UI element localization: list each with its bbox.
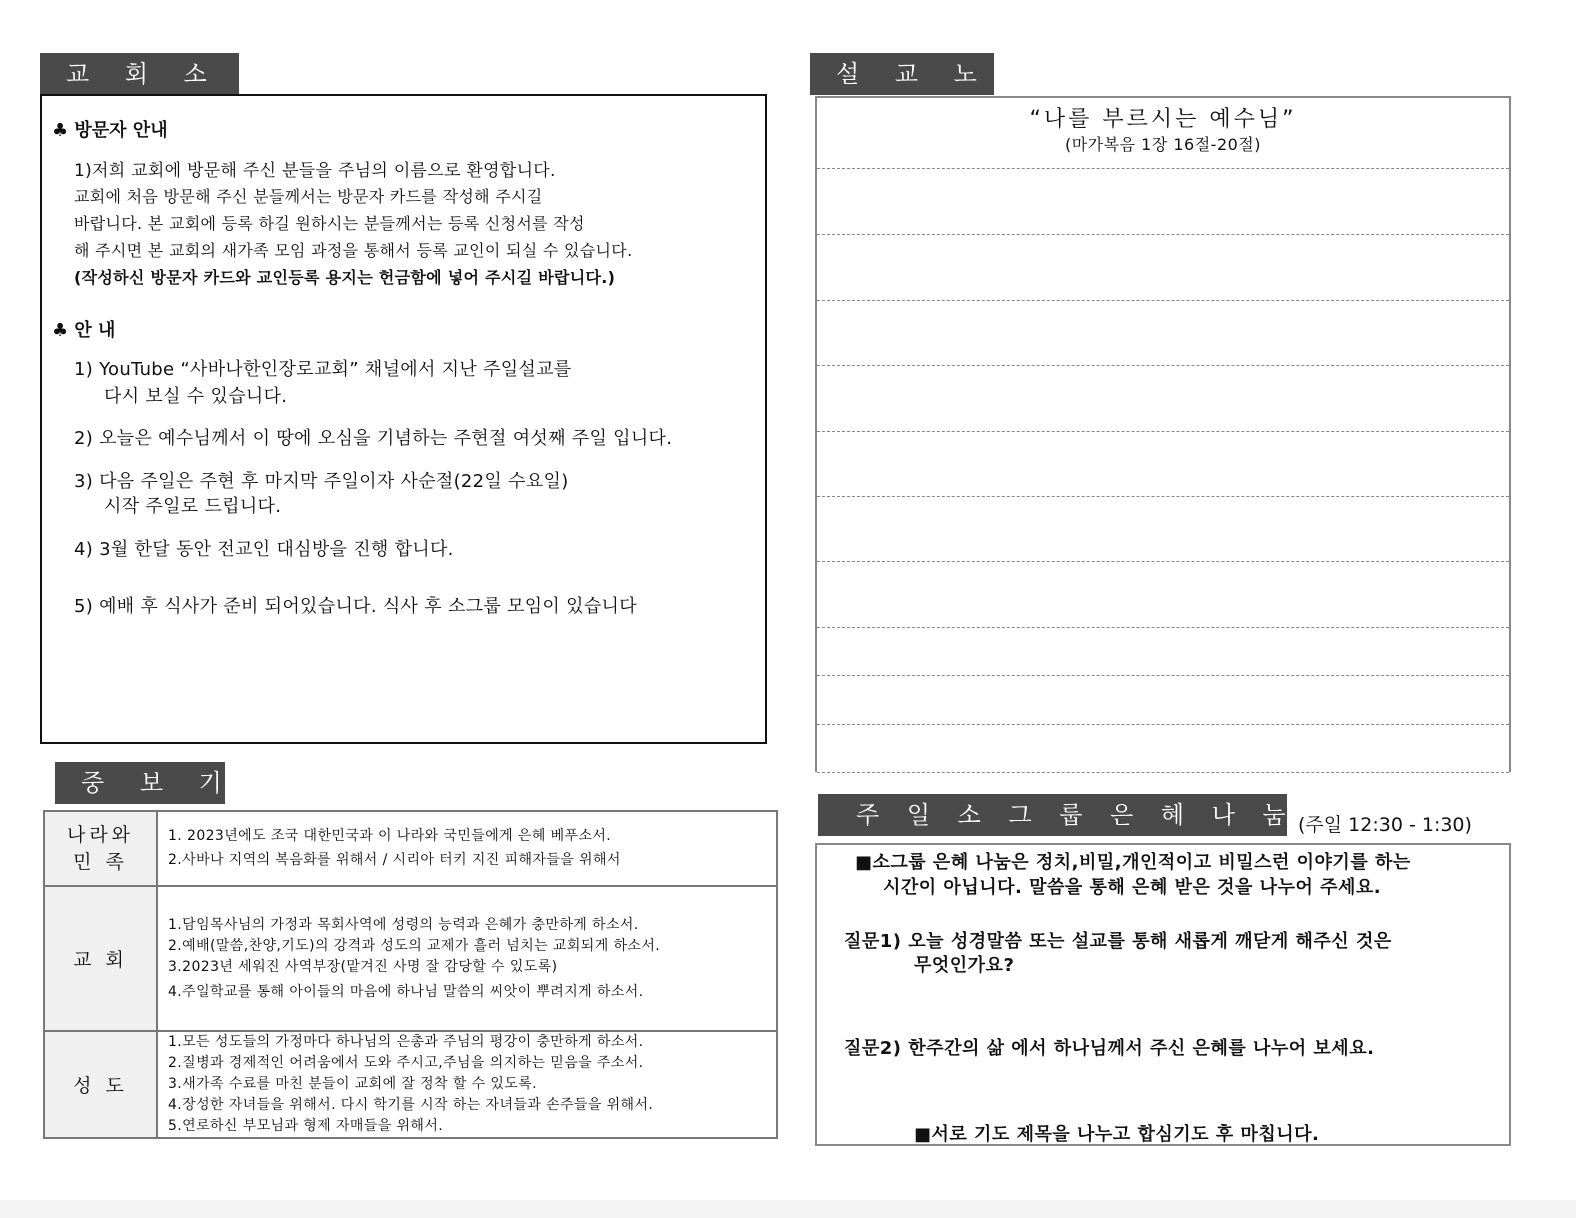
note-line <box>817 234 1509 235</box>
prayer-item: 3.2023년 세워진 사역부장(맡겨진 사명 잘 감당할 수 있도록) <box>168 958 558 975</box>
prayer-item: 1. 2023년에도 조국 대한민국과 이 나라와 국민들에게 은혜 베푸소서. <box>168 828 612 844</box>
prayer-item: 4.장성한 자녀들을 위해서. 다시 학기를 시작 하는 자녀들과 손주들을 위해서. <box>168 1097 654 1113</box>
group-intro-line-2: 시간이 아닙니다. 말씀을 통해 은혜 받은 것을 나누어 주세요. <box>883 877 1382 898</box>
note-line <box>817 168 1509 169</box>
note-line <box>817 675 1509 676</box>
note-line <box>817 365 1509 366</box>
prayer-tab: 중 보 기 도 <box>55 762 225 804</box>
sermon-title: “나를 부르시는 예수님” <box>1029 107 1297 132</box>
note-line <box>817 627 1509 628</box>
notice-item-1: 1) YouTube “사바나한인장로교회” 채널에서 지난 주일설교를 <box>74 359 572 380</box>
question-1: 질문1) 오늘 성경말씀 또는 설교를 통해 새롭게 깨닫게 해주신 것은 <box>844 931 1392 952</box>
small-group-box <box>815 843 1511 1146</box>
prayer-item: 2.사바나 지역의 복음화를 위해서 / 시리아 터키 지진 피해자들을 위해서 <box>168 852 621 868</box>
notice-item-1-cont: 다시 보실 수 있습니다. <box>104 386 288 407</box>
prayer-item: 1.모든 성도들의 가정마다 하나님의 은총과 주님의 평강이 충만하게 하소서. <box>168 1034 644 1050</box>
group-intro-line-1: ■소그룹 은혜 나눔은 정치,비밀,개인적이고 비밀스런 이야기를 하는 <box>855 852 1411 873</box>
notice-item-2: 2) 오늘은 예수님께서 이 땅에 오심을 기념하는 주현절 여섯째 주일 입니다. <box>74 428 673 449</box>
note-line <box>817 561 1509 562</box>
page-bottom-strip <box>0 1200 1576 1218</box>
prayer-item: 5.연로하신 부모님과 형제 자매들을 위해서. <box>168 1118 444 1134</box>
sermon-reference: (마가복음 1장 16절-20절) <box>1064 135 1262 154</box>
visitor-line-2: 교회에 처음 방문해 주신 분들께서는 방문자 카드를 작성해 주시길 <box>74 187 543 206</box>
table-row <box>44 886 777 1031</box>
visitor-line-3: 바랍니다. 본 교회에 등록 하길 원하시는 분들께서는 등록 신청서를 작성 <box>74 214 585 233</box>
small-group-tab: 주 일 소 그 룹 은 혜 나 눔 <box>818 794 1287 836</box>
notice-item-3-cont: 시작 주일로 드립니다. <box>104 496 282 517</box>
note-line <box>817 772 1509 773</box>
prayer-item: 2.예배(말씀,찬양,기도)의 강격과 성도의 교제가 흘러 넘치는 교회되게 하소서. <box>168 937 661 954</box>
table-row <box>44 1031 777 1138</box>
prayer-item: 2.질병과 경제적인 어려움에서 도와 주시고,주님을 의지하는 믿음을 주소서. <box>168 1055 644 1071</box>
prayer-item: 4.주일학교를 통해 아이들의 마음에 하나님 말씀의 씨앗이 뿌려지게 하소서. <box>168 983 644 1000</box>
visitor-heading: ♣ 방문자 안내 <box>52 120 168 141</box>
prayer-item: 3.새가족 수료를 마친 분들이 교회에 잘 정착 할 수 있도록. <box>168 1076 537 1092</box>
notice-item-5: 5) 예배 후 식사가 준비 되어있습니다. 식사 후 소그룹 모임이 있습니다 <box>74 596 637 617</box>
notice-heading: ♣ 안 내 <box>52 320 116 341</box>
table-row <box>44 811 777 886</box>
small-group-time: (주일 12:30 - 1:30) <box>1298 814 1472 836</box>
notice-item-4: 4) 3월 한달 동안 전교인 대심방을 진행 합니다. <box>74 539 454 560</box>
notice-item-3: 3) 다음 주일은 주현 후 마지막 주일이자 사순절(22일 수요일) <box>74 471 569 492</box>
prayer-label-nation: 나라와 민 족 <box>44 811 157 886</box>
question-1-cont: 무엇인가요? <box>914 955 1015 976</box>
prayer-label-members: 성 도 <box>44 1031 157 1138</box>
closing-note: ■서로 기도 제목을 나누고 합심기도 후 마칩니다. <box>914 1124 1320 1145</box>
prayer-items-members <box>157 1031 777 1138</box>
prayer-items-nation <box>157 811 777 886</box>
visitor-line-5: (작성하신 방문자 카드와 교인등록 용지는 헌금함에 넣어 주시길 바랍니다.) <box>74 268 616 287</box>
prayer-items-church <box>157 886 777 1031</box>
church-news-tab: 교 회 소 식 <box>40 53 239 95</box>
sermon-note-box <box>815 96 1511 772</box>
question-2: 질문2) 한주간의 삶 에서 하나님께서 주신 은혜를 나누어 보세요. <box>844 1038 1375 1059</box>
visitor-line-1: 1)저희 교회에 방문해 주신 분들을 주님의 이름으로 환영합니다. <box>74 161 556 181</box>
prayer-item: 1.담임목사님의 가정과 목회사역에 성령의 능력과 은혜가 충만하게 하소서. <box>168 916 639 933</box>
note-line <box>817 496 1509 497</box>
prayer-label-church: 교 회 <box>44 886 157 1031</box>
note-line <box>817 300 1509 301</box>
church-news-box <box>40 94 767 744</box>
sermon-note-tab: 설 교 노 트 <box>810 53 994 95</box>
prayer-table <box>43 810 778 1139</box>
note-line <box>817 431 1509 432</box>
note-line <box>817 724 1509 725</box>
visitor-line-4: 해 주시면 본 교회의 새가족 모임 과정을 통해서 등록 교인이 되실 수 있습니다. <box>74 241 633 260</box>
